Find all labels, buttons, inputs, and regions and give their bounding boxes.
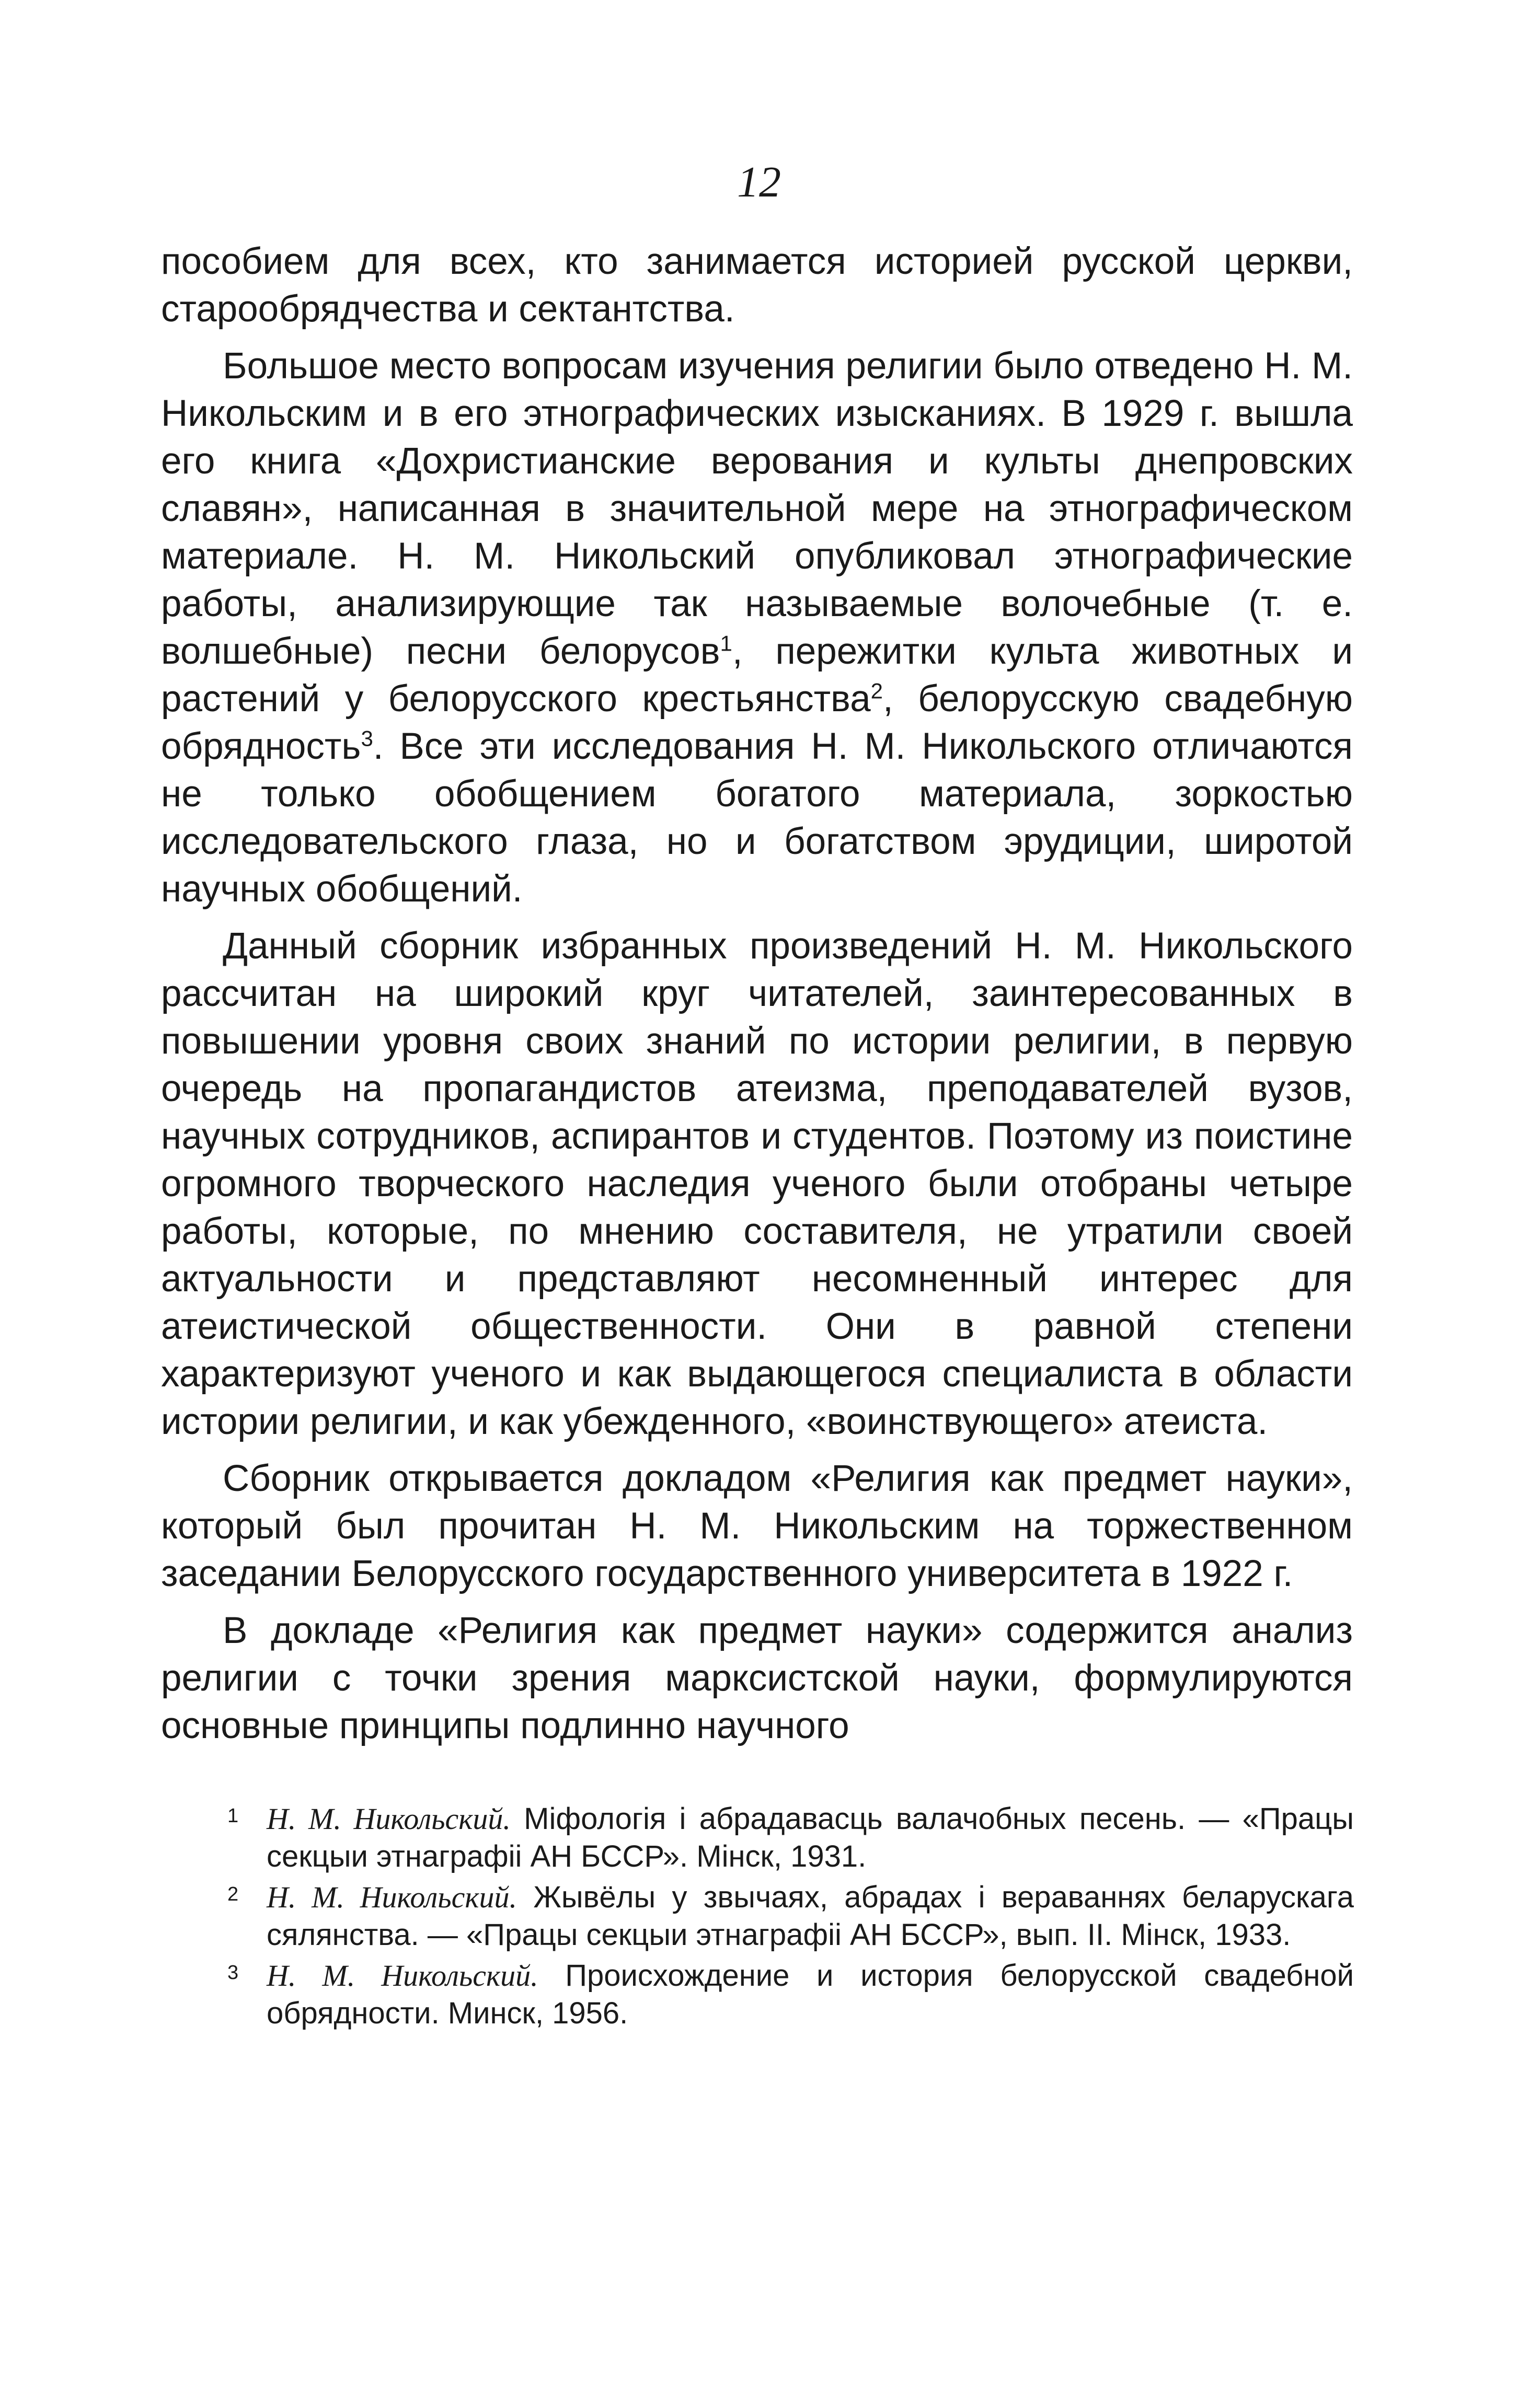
paragraph-text: Данный сборник избранных произведений Н. М. Никольского рассчитан на широкий круг читателей, заинтересованных в повышении уровня своих знаний по истории религии, в первую очередь на пропагандистов атеизма, преподавателей вузов, научных сотрудников, аспирантов и студентов. Поэтому из поистине огромного творческого наследия ученого были отобраны четыре работы, которые, по мнению составителя, не утратили своей актуальности и представляют несомненный интерес для атеистической общественности. Они в равной степени характеризуют ученого и как выдающегося специалиста в области истории религии, и как убежденного, «воинствующего» атеиста. [161,925,1353,1442]
paragraph-text: , белорусскую свадебную обрядность [161,678,1353,767]
paragraph-text: , пережитки культа животных и растений у белорусского крестьянства [161,631,1353,720]
footnote [227,1957,1354,2032]
paragraph [161,922,1353,1445]
paragraph [161,238,1353,333]
footnotes [227,1800,1354,2035]
footnote-author: Н. М. Никольский. [267,1959,538,1993]
footnote-reference: 1 [720,631,732,656]
paragraph [161,1455,1353,1597]
paragraph-text: Сборник открывается докладом «Религия как предмет науки», который был прочитан Н. М. Никольским на торжественном заседании Белорусского государственного университета в 1922 г. [161,1458,1353,1594]
footnote-reference: 3 [361,726,373,751]
footnote-text: Происхождение и история белорусской свадебной обрядности. Минск, 1956. [267,1959,1354,2030]
footnote-reference: 2 [870,678,883,703]
footnote-author: Н. М. Никольский. [267,1802,511,1836]
footnote-author: Н. М. Никольский. [267,1880,518,1914]
footnote-mark: 1 [227,1805,239,1827]
footnote [227,1800,1354,1876]
footnote [227,1879,1354,1954]
footnote-mark: 3 [227,1962,239,1984]
paragraph-text: . Все эти исследования Н. М. Никольского отличаются не только обобщением богатого материала, зоркостью исследовательского глаза, но и богатством эрудиции, широтой научных обобщений. [161,726,1353,910]
footnote-text: Міфологія і абрадавасць валачобных песень. — «Працы секцыи этнаграфіі АН БССР». Мінск, 1931. [267,1802,1354,1873]
paragraph-text: Большое место вопросам изучения религии было отведено Н. М. Никольским и в его этнографических изысканиях. В 1929 г. вышла его книга «Дохристианские верования и культы днепровских славян», написанная в значительной мере на этнографическом материале. Н. М. Никольский опубликовал этнографические работы, анализирующие так называемые волочебные (т. е. волшебные) песни белорусов [161,345,1353,672]
paragraph-text: пособием для всех, кто занимается историей русской церкви, старообрядчества и сектантства. [161,241,1353,330]
body-text [161,238,1353,1750]
paragraph [161,342,1353,913]
paragraph [161,1607,1353,1750]
footnote-text: Жывёлы у звычаях, абрадах і вераваннях беларускага сялянства. — «Працы секцыи этнаграфіі АН БССР», вып. II. Мінск, 1933. [267,1880,1354,1952]
page-number: 12 [737,158,781,206]
paragraph-text: В докладе «Религия как предмет науки» содержится анализ религии с точки зрения марксистской науки, формулируются основные принципы подлинно научного [161,1610,1353,1746]
footnote-mark: 2 [227,1883,239,1905]
